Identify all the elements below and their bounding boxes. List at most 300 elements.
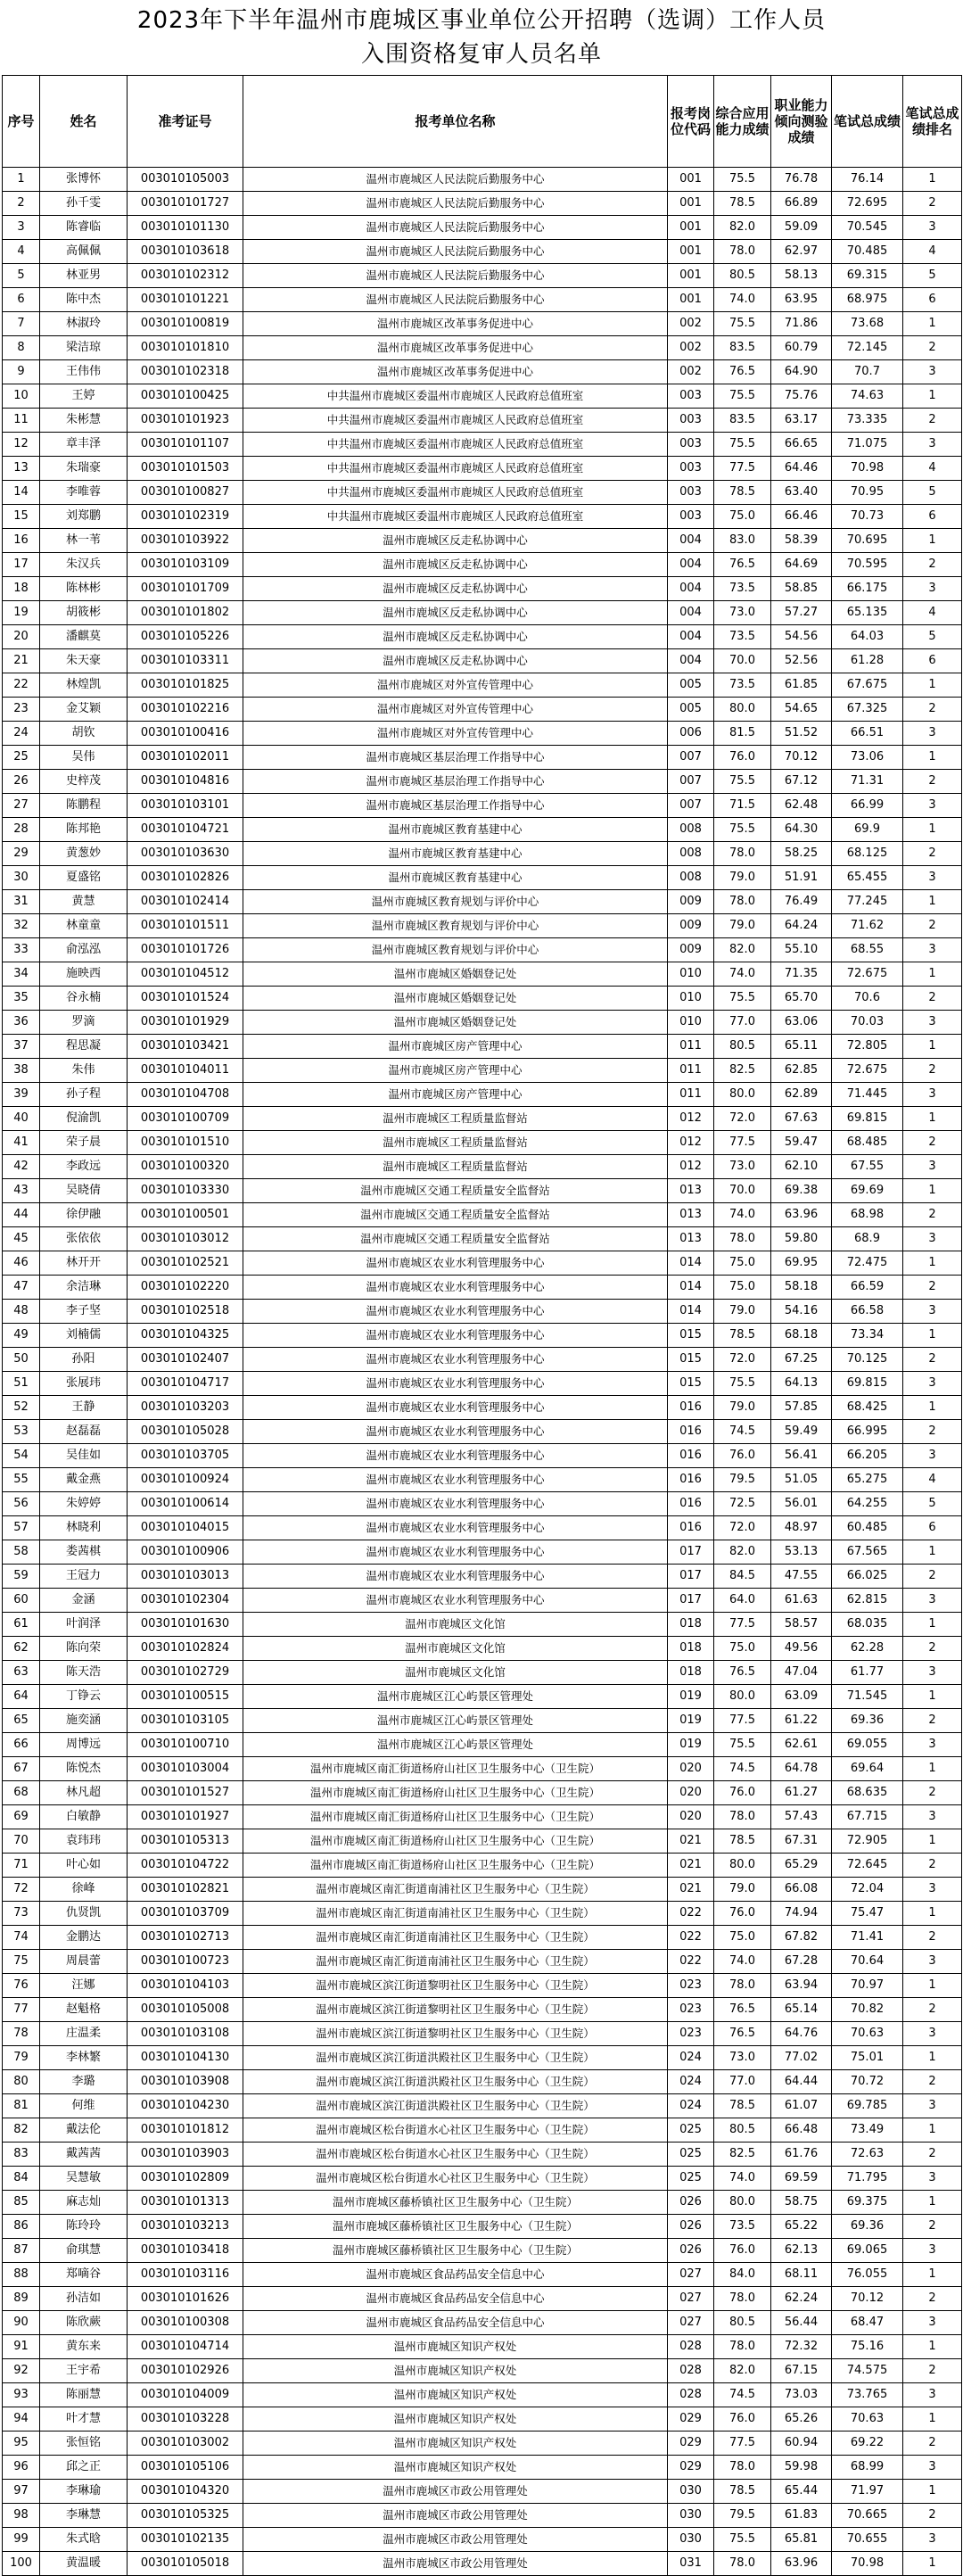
aptitude-score-cell: 61.27: [771, 1781, 832, 1805]
code-cell: 013: [668, 1227, 714, 1251]
seq-cell: 69: [3, 1805, 40, 1829]
table-row: [3, 842, 962, 866]
general-score-cell: 83.5: [714, 409, 771, 433]
aptitude-score-cell: 69.95: [771, 1251, 832, 1276]
name-cell: 孙洁如: [40, 2287, 128, 2311]
ticket-cell: 003010103311: [128, 649, 243, 673]
general-score-cell: 78.5: [714, 192, 771, 216]
unit-cell: 温州市鹿城区文化馆: [243, 1661, 668, 1685]
general-score-cell: 77.5: [714, 457, 771, 481]
rank-cell: 3: [903, 2311, 962, 2335]
rank-cell: 1: [903, 1035, 962, 1059]
seq-cell: 1: [3, 168, 40, 192]
ticket-cell: 003010104708: [128, 1083, 243, 1107]
table-row: [3, 577, 962, 601]
general-score-cell: 75.5: [714, 433, 771, 457]
seq-cell: 94: [3, 2407, 40, 2432]
code-cell: 001: [668, 264, 714, 288]
rank-cell: 3: [903, 577, 962, 601]
total-score-cell: 68.47: [832, 2311, 903, 2335]
total-score-cell: 70.665: [832, 2504, 903, 2528]
table-row: [3, 1420, 962, 1444]
aptitude-score-cell: 58.75: [771, 2191, 832, 2215]
general-score-cell: 75.5: [714, 770, 771, 794]
header-code: 报考岗位代码: [668, 76, 714, 168]
total-score-cell: 71.445: [832, 1083, 903, 1107]
code-cell: 017: [668, 1565, 714, 1589]
name-cell: 陈欣蕨: [40, 2311, 128, 2335]
total-score-cell: 69.815: [832, 1372, 903, 1396]
aptitude-score-cell: 51.91: [771, 866, 832, 890]
name-cell: 汪娜: [40, 1974, 128, 1998]
rank-cell: 3: [903, 1011, 962, 1035]
ticket-cell: 003010102713: [128, 1926, 243, 1950]
code-cell: 012: [668, 1107, 714, 1131]
code-cell: 027: [668, 2311, 714, 2335]
table-row: [3, 625, 962, 649]
aptitude-score-cell: 68.18: [771, 1324, 832, 1348]
seq-cell: 25: [3, 746, 40, 770]
rank-cell: 1: [903, 1396, 962, 1420]
table-row: [3, 168, 962, 192]
seq-cell: 74: [3, 1926, 40, 1950]
total-score-cell: 62.815: [832, 1589, 903, 1613]
rank-cell: 3: [903, 794, 962, 818]
seq-cell: 66: [3, 1733, 40, 1757]
total-score-cell: 73.49: [832, 2118, 903, 2143]
ticket-cell: 003010105226: [128, 625, 243, 649]
name-cell: 叶润泽: [40, 1613, 128, 1637]
ticket-cell: 003010100425: [128, 384, 243, 409]
rank-cell: 3: [903, 360, 962, 384]
seq-cell: 10: [3, 384, 40, 409]
general-score-cell: 84.5: [714, 1565, 771, 1589]
name-cell: 麻志灿: [40, 2191, 128, 2215]
total-score-cell: 69.785: [832, 2094, 903, 2118]
rank-cell: 5: [903, 1492, 962, 1516]
table-row: [3, 2191, 962, 2215]
seq-cell: 12: [3, 433, 40, 457]
seq-cell: 40: [3, 1107, 40, 1131]
rank-cell: 1: [903, 2552, 962, 2576]
unit-cell: 温州市鹿城区房产管理中心: [243, 1083, 668, 1107]
total-score-cell: 72.805: [832, 1035, 903, 1059]
aptitude-score-cell: 59.80: [771, 1227, 832, 1251]
general-score-cell: 78.0: [714, 2335, 771, 2359]
general-score-cell: 79.0: [714, 1300, 771, 1324]
seq-cell: 99: [3, 2528, 40, 2552]
header-rank: 笔试总成绩排名: [903, 76, 962, 168]
unit-cell: 温州市鹿城区滨江街道黎明社区卫生服务中心（卫生院）: [243, 1998, 668, 2022]
unit-cell: 温州市鹿城区知识产权处: [243, 2383, 668, 2407]
ticket-cell: 003010103709: [128, 1902, 243, 1926]
general-score-cell: 72.0: [714, 1348, 771, 1372]
seq-cell: 58: [3, 1540, 40, 1565]
general-score-cell: 75.0: [714, 1276, 771, 1300]
code-cell: 016: [668, 1492, 714, 1516]
unit-cell: 温州市鹿城区婚姻登记处: [243, 962, 668, 987]
aptitude-score-cell: 64.90: [771, 360, 832, 384]
general-score-cell: 78.0: [714, 1227, 771, 1251]
code-cell: 008: [668, 866, 714, 890]
aptitude-score-cell: 65.11: [771, 1035, 832, 1059]
ticket-cell: 003010101630: [128, 1613, 243, 1637]
code-cell: 029: [668, 2456, 714, 2480]
seq-cell: 52: [3, 1396, 40, 1420]
name-cell: 潘麒莫: [40, 625, 128, 649]
aptitude-score-cell: 63.17: [771, 409, 832, 433]
aptitude-score-cell: 67.28: [771, 1950, 832, 1974]
code-cell: 016: [668, 1420, 714, 1444]
aptitude-score-cell: 59.47: [771, 1131, 832, 1155]
unit-cell: 温州市鹿城区交通工程质量安全监督站: [243, 1227, 668, 1251]
seq-cell: 67: [3, 1757, 40, 1781]
name-cell: 陈悦杰: [40, 1757, 128, 1781]
total-score-cell: 66.995: [832, 1420, 903, 1444]
table-row: [3, 1781, 962, 1805]
code-cell: 019: [668, 1709, 714, 1733]
code-cell: 019: [668, 1733, 714, 1757]
ticket-cell: 003010101221: [128, 288, 243, 312]
unit-cell: 中共温州市鹿城区委温州市鹿城区人民政府总值班室: [243, 409, 668, 433]
ticket-cell: 003010102220: [128, 1276, 243, 1300]
rank-cell: 1: [903, 1107, 962, 1131]
unit-cell: 温州市鹿城区市政公用管理处: [243, 2504, 668, 2528]
aptitude-score-cell: 71.35: [771, 962, 832, 987]
general-score-cell: 82.0: [714, 1540, 771, 1565]
table-row: [3, 216, 962, 240]
seq-cell: 73: [3, 1902, 40, 1926]
rank-cell: 1: [903, 2407, 962, 2432]
aptitude-score-cell: 66.89: [771, 192, 832, 216]
table-row: [3, 1203, 962, 1227]
rank-cell: 2: [903, 336, 962, 360]
unit-cell: 温州市鹿城区对外宣传管理中心: [243, 698, 668, 722]
table-row: [3, 288, 962, 312]
seq-cell: 35: [3, 987, 40, 1011]
ticket-cell: 003010102407: [128, 1348, 243, 1372]
code-cell: 007: [668, 794, 714, 818]
table-row: [3, 264, 962, 288]
ticket-cell: 003010102135: [128, 2528, 243, 2552]
code-cell: 010: [668, 1011, 714, 1035]
seq-cell: 39: [3, 1083, 40, 1107]
total-score-cell: 72.675: [832, 1059, 903, 1083]
aptitude-score-cell: 67.25: [771, 1348, 832, 1372]
name-cell: 丁铮云: [40, 1685, 128, 1709]
general-score-cell: 79.0: [714, 1878, 771, 1902]
aptitude-score-cell: 62.85: [771, 1059, 832, 1083]
code-cell: 030: [668, 2504, 714, 2528]
seq-cell: 60: [3, 1589, 40, 1613]
seq-cell: 87: [3, 2239, 40, 2263]
total-score-cell: 68.635: [832, 1781, 903, 1805]
code-cell: 020: [668, 1757, 714, 1781]
ticket-cell: 003010103630: [128, 842, 243, 866]
unit-cell: 中共温州市鹿城区委温州市鹿城区人民政府总值班室: [243, 457, 668, 481]
rank-cell: 2: [903, 1709, 962, 1733]
aptitude-score-cell: 54.16: [771, 1300, 832, 1324]
total-score-cell: 65.455: [832, 866, 903, 890]
rank-cell: 3: [903, 722, 962, 746]
aptitude-score-cell: 66.46: [771, 505, 832, 529]
general-score-cell: 73.5: [714, 625, 771, 649]
seq-cell: 26: [3, 770, 40, 794]
aptitude-score-cell: 71.86: [771, 312, 832, 336]
general-score-cell: 80.5: [714, 264, 771, 288]
table-row: [3, 433, 962, 457]
general-score-cell: 71.5: [714, 794, 771, 818]
aptitude-score-cell: 51.52: [771, 722, 832, 746]
aptitude-score-cell: 64.46: [771, 457, 832, 481]
rank-cell: 3: [903, 938, 962, 962]
unit-cell: 中共温州市鹿城区委温州市鹿城区人民政府总值班室: [243, 384, 668, 409]
general-score-cell: 80.0: [714, 1854, 771, 1878]
table-row: [3, 553, 962, 577]
unit-cell: 温州市鹿城区食品药品安全信息中心: [243, 2263, 668, 2287]
code-cell: 030: [668, 2480, 714, 2504]
ticket-cell: 003010100308: [128, 2311, 243, 2335]
aptitude-score-cell: 67.31: [771, 1829, 832, 1854]
header-aptitude: 职业能力倾向测验成绩: [771, 76, 832, 168]
general-score-cell: 80.5: [714, 1035, 771, 1059]
name-cell: 李唯蓉: [40, 481, 128, 505]
rank-cell: 2: [903, 2504, 962, 2528]
general-score-cell: 74.5: [714, 1757, 771, 1781]
general-score-cell: 74.0: [714, 2167, 771, 2191]
total-score-cell: 70.97: [832, 1974, 903, 1998]
ticket-cell: 003010100819: [128, 312, 243, 336]
general-score-cell: 79.0: [714, 1396, 771, 1420]
table-row: [3, 1661, 962, 1685]
table-row: [3, 1396, 962, 1420]
total-score-cell: 64.255: [832, 1492, 903, 1516]
code-cell: 031: [668, 2552, 714, 2576]
code-cell: 004: [668, 577, 714, 601]
seq-cell: 84: [3, 2167, 40, 2191]
ticket-cell: 003010102319: [128, 505, 243, 529]
general-score-cell: 73.0: [714, 601, 771, 625]
ticket-cell: 003010104714: [128, 2335, 243, 2359]
ticket-cell: 003010100501: [128, 1203, 243, 1227]
ticket-cell: 003010102729: [128, 1661, 243, 1685]
name-cell: 朱彬慧: [40, 409, 128, 433]
code-cell: 013: [668, 1203, 714, 1227]
candidate-table: [2, 75, 962, 2576]
aptitude-score-cell: 63.96: [771, 2552, 832, 2576]
seq-cell: 17: [3, 553, 40, 577]
ticket-cell: 003010103908: [128, 2070, 243, 2094]
rank-cell: 2: [903, 2143, 962, 2167]
seq-cell: 21: [3, 649, 40, 673]
unit-cell: 温州市鹿城区农业水利管理服务中心: [243, 1251, 668, 1276]
unit-cell: 温州市鹿城区改革事务促进中心: [243, 360, 668, 384]
general-score-cell: 80.5: [714, 2311, 771, 2335]
name-cell: 李琳慧: [40, 2504, 128, 2528]
table-row: [3, 1011, 962, 1035]
table-row: [3, 673, 962, 698]
code-cell: 001: [668, 240, 714, 264]
total-score-cell: 70.82: [832, 1998, 903, 2022]
ticket-cell: 003010100710: [128, 1733, 243, 1757]
aptitude-score-cell: 58.39: [771, 529, 832, 553]
general-score-cell: 79.5: [714, 1468, 771, 1492]
general-score-cell: 82.5: [714, 2143, 771, 2167]
aptitude-score-cell: 64.13: [771, 1372, 832, 1396]
code-cell: 028: [668, 2383, 714, 2407]
aptitude-score-cell: 56.41: [771, 1444, 832, 1468]
general-score-cell: 83.0: [714, 529, 771, 553]
table-row: [3, 1131, 962, 1155]
aptitude-score-cell: 61.83: [771, 2504, 832, 2528]
total-score-cell: 72.695: [832, 192, 903, 216]
ticket-cell: 003010102304: [128, 1589, 243, 1613]
table-row: [3, 1974, 962, 1998]
table-row: [3, 2359, 962, 2383]
rank-cell: 3: [903, 1372, 962, 1396]
total-score-cell: 72.145: [832, 336, 903, 360]
table-row: [3, 2239, 962, 2263]
ticket-cell: 003010105325: [128, 2504, 243, 2528]
total-score-cell: 70.98: [832, 2552, 903, 2576]
seq-cell: 16: [3, 529, 40, 553]
unit-cell: 温州市鹿城区南汇街道杨府山社区卫生服务中心（卫生院）: [243, 1805, 668, 1829]
total-score-cell: 70.12: [832, 2287, 903, 2311]
ticket-cell: 003010104230: [128, 2094, 243, 2118]
ticket-cell: 003010102518: [128, 1300, 243, 1324]
table-row: [3, 1107, 962, 1131]
general-score-cell: 72.5: [714, 1492, 771, 1516]
table-row: [3, 601, 962, 625]
ticket-cell: 003010104512: [128, 962, 243, 987]
unit-cell: 温州市鹿城区农业水利管理服务中心: [243, 1396, 668, 1420]
general-score-cell: 75.0: [714, 1251, 771, 1276]
unit-cell: 温州市鹿城区南汇街道南浦社区卫生服务中心（卫生院）: [243, 1926, 668, 1950]
name-cell: 赵魁格: [40, 1998, 128, 2022]
unit-cell: 温州市鹿城区改革事务促进中心: [243, 312, 668, 336]
ticket-cell: 003010105018: [128, 2552, 243, 2576]
code-cell: 015: [668, 1324, 714, 1348]
aptitude-score-cell: 67.12: [771, 770, 832, 794]
rank-cell: 3: [903, 2022, 962, 2046]
aptitude-score-cell: 64.78: [771, 1757, 832, 1781]
code-cell: 016: [668, 1444, 714, 1468]
aptitude-score-cell: 51.05: [771, 1468, 832, 1492]
code-cell: 010: [668, 987, 714, 1011]
seq-cell: 45: [3, 1227, 40, 1251]
ticket-cell: 003010105028: [128, 1420, 243, 1444]
total-score-cell: 69.375: [832, 2191, 903, 2215]
aptitude-score-cell: 77.02: [771, 2046, 832, 2070]
rank-cell: 1: [903, 2263, 962, 2287]
ticket-cell: 003010101510: [128, 1131, 243, 1155]
unit-cell: 温州市鹿城区知识产权处: [243, 2335, 668, 2359]
name-cell: 庄温柔: [40, 2022, 128, 2046]
total-score-cell: 70.655: [832, 2528, 903, 2552]
unit-cell: 温州市鹿城区反走私协调中心: [243, 577, 668, 601]
ticket-cell: 003010103228: [128, 2407, 243, 2432]
aptitude-score-cell: 57.43: [771, 1805, 832, 1829]
seq-cell: 38: [3, 1059, 40, 1083]
rank-cell: 3: [903, 2528, 962, 2552]
name-cell: 陈鹏程: [40, 794, 128, 818]
ticket-cell: 003010101313: [128, 2191, 243, 2215]
rank-cell: 2: [903, 2359, 962, 2383]
unit-cell: 温州市鹿城区工程质量监督站: [243, 1107, 668, 1131]
name-cell: 吴佳如: [40, 1444, 128, 1468]
code-cell: 026: [668, 2191, 714, 2215]
ticket-cell: 003010104816: [128, 770, 243, 794]
total-score-cell: 70.545: [832, 216, 903, 240]
rank-cell: 1: [903, 890, 962, 914]
table-row: [3, 1829, 962, 1854]
aptitude-score-cell: 76.78: [771, 168, 832, 192]
unit-cell: 温州市鹿城区知识产权处: [243, 2456, 668, 2480]
rank-cell: 2: [903, 1637, 962, 1661]
table-row: [3, 649, 962, 673]
name-cell: 王冠力: [40, 1565, 128, 1589]
name-cell: 张博怀: [40, 168, 128, 192]
general-score-cell: 76.0: [714, 2239, 771, 2263]
seq-cell: 76: [3, 1974, 40, 1998]
unit-cell: 温州市鹿城区江心屿景区管理处: [243, 1733, 668, 1757]
seq-cell: 51: [3, 1372, 40, 1396]
name-cell: 章丰泽: [40, 433, 128, 457]
total-score-cell: 71.62: [832, 914, 903, 938]
total-score-cell: 73.06: [832, 746, 903, 770]
total-score-cell: 69.64: [832, 1757, 903, 1781]
ticket-cell: 003010100709: [128, 1107, 243, 1131]
rank-cell: 2: [903, 553, 962, 577]
code-cell: 024: [668, 2046, 714, 2070]
name-cell: 林煌凯: [40, 673, 128, 698]
rank-cell: 3: [903, 2456, 962, 2480]
unit-cell: 温州市鹿城区对外宣传管理中心: [243, 673, 668, 698]
name-cell: 郑嘀谷: [40, 2263, 128, 2287]
rank-cell: 2: [903, 987, 962, 1011]
name-cell: 陈林彬: [40, 577, 128, 601]
aptitude-score-cell: 73.03: [771, 2383, 832, 2407]
code-cell: 022: [668, 1926, 714, 1950]
unit-cell: 温州市鹿城区交通工程质量安全监督站: [243, 1203, 668, 1227]
unit-cell: 温州市鹿城区人民法院后勤服务中心: [243, 288, 668, 312]
general-score-cell: 76.5: [714, 553, 771, 577]
aptitude-score-cell: 60.79: [771, 336, 832, 360]
document-title: [0, 0, 963, 75]
general-score-cell: 78.5: [714, 2094, 771, 2118]
unit-cell: 温州市鹿城区南汇街道杨府山社区卫生服务中心（卫生院）: [243, 1854, 668, 1878]
general-score-cell: 76.5: [714, 1998, 771, 2022]
ticket-cell: 003010100515: [128, 1685, 243, 1709]
rank-cell: 1: [903, 2335, 962, 2359]
ticket-cell: 003010100924: [128, 1468, 243, 1492]
aptitude-score-cell: 62.61: [771, 1733, 832, 1757]
name-cell: 俞泓泓: [40, 938, 128, 962]
name-cell: 王静: [40, 1396, 128, 1420]
total-score-cell: 72.645: [832, 1854, 903, 1878]
total-score-cell: 74.63: [832, 384, 903, 409]
aptitude-score-cell: 69.59: [771, 2167, 832, 2191]
unit-cell: 温州市鹿城区人民法院后勤服务中心: [243, 240, 668, 264]
name-cell: 高佩佩: [40, 240, 128, 264]
ticket-cell: 003010103922: [128, 529, 243, 553]
rank-cell: 1: [903, 673, 962, 698]
aptitude-score-cell: 52.56: [771, 649, 832, 673]
seq-cell: 62: [3, 1637, 40, 1661]
total-score-cell: 68.035: [832, 1613, 903, 1637]
general-score-cell: 74.0: [714, 1950, 771, 1974]
general-score-cell: 75.0: [714, 505, 771, 529]
